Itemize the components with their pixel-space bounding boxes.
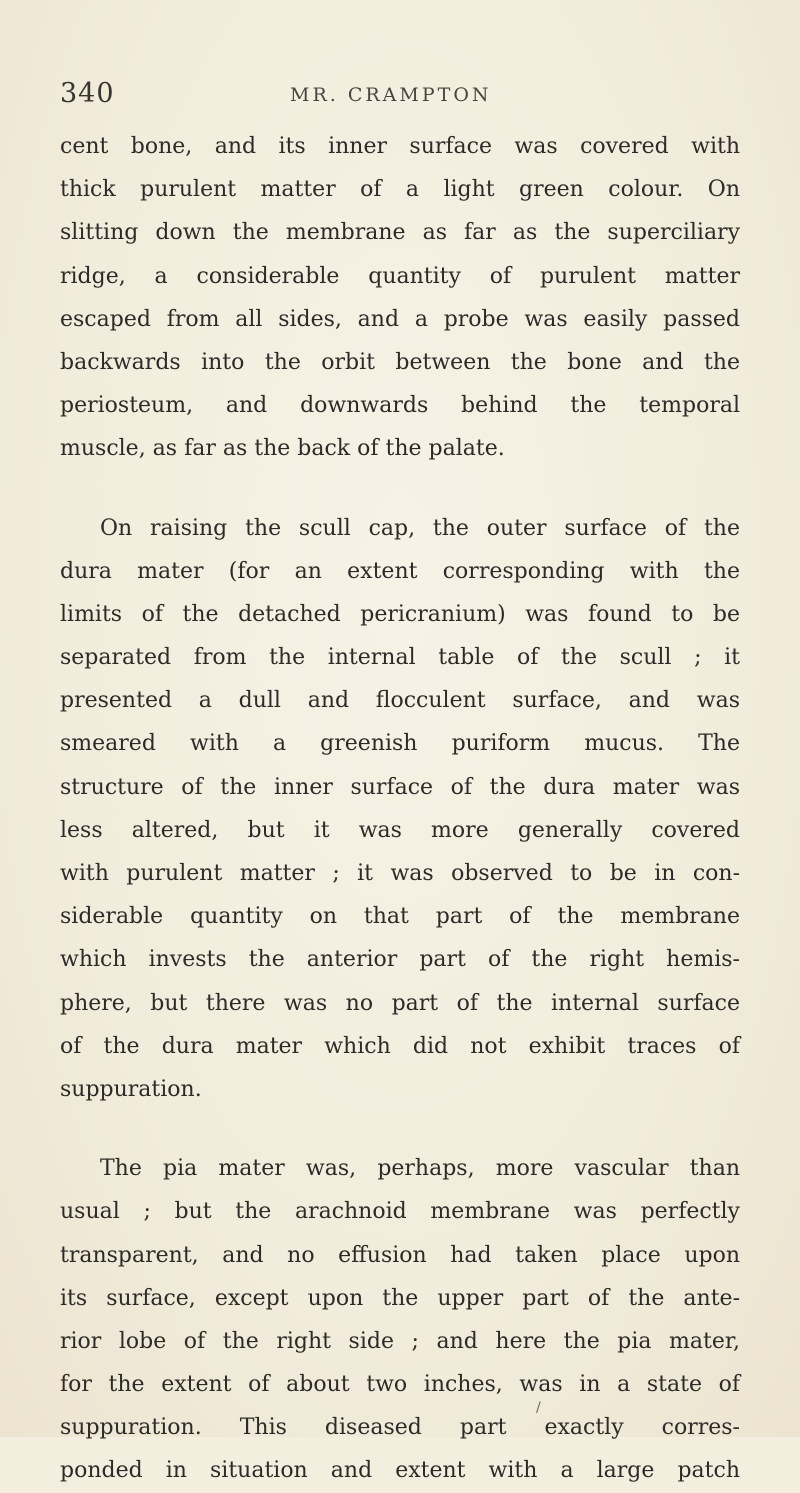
text-line: transparent, and no effusion had taken place upon — [60, 1242, 740, 1268]
paragraph-gap — [60, 471, 740, 507]
paragraph-2 — [60, 507, 740, 1112]
paragraph-3 — [60, 1147, 740, 1493]
text-line: ridge, a considerable quantity of purulent matter — [60, 263, 740, 289]
body-text — [60, 125, 740, 1493]
text-line: its surface, except upon the upper part of the ante- — [60, 1285, 740, 1311]
text-line: structure of the inner surface of the dura mater was — [60, 774, 740, 800]
text-line: thick purulent matter of a light green colour. On — [60, 177, 740, 203]
text-line: dura mater (for an extent corresponding with the — [60, 558, 740, 584]
text-line: The pia mater was, perhaps, more vascular than — [100, 1156, 740, 1182]
text-line: for the extent of about two inches, was in a state of — [60, 1372, 740, 1398]
text-line: of the dura mater which did not exhibit traces of — [60, 1033, 740, 1059]
text-line: less altered, but it was more generally covered — [60, 817, 740, 843]
text-line: phere, but there was no part of the internal surface — [60, 990, 740, 1016]
page-header — [0, 78, 800, 118]
text-line: suppuration. This diseased part exactly corres- — [60, 1415, 740, 1441]
paragraph-1 — [60, 125, 740, 471]
text-line: usual ; but the arachnoid membrane was perfectly — [60, 1199, 740, 1225]
page-number: 340 — [60, 78, 115, 109]
text-line: siderable quantity on that part of the membrane — [60, 904, 740, 930]
text-line: limits of the detached pericranium) was found to be — [60, 601, 740, 627]
text-line: slitting down the membrane as far as the superciliary — [60, 220, 740, 246]
text-line: suppuration. — [60, 1076, 202, 1102]
text-line: which invests the anterior part of the right hemis- — [60, 947, 740, 973]
text-line: with purulent matter ; it was observed to be in con- — [60, 861, 740, 886]
text-line: smeared with a greenish puriform mucus. The — [60, 731, 740, 757]
text-line: periosteum, and downwards behind the temporal — [60, 393, 740, 419]
text-line: presented a dull and flocculent surface, and was — [60, 688, 740, 714]
print-mark: / — [536, 1400, 541, 1416]
paragraph-gap — [60, 1111, 740, 1147]
text-line: muscle, as far as the back of the palate. — [60, 436, 505, 462]
running-head: MR. CRAMPTON — [290, 84, 492, 106]
text-line: cent bone, and its inner surface was covered with — [60, 134, 740, 159]
text-line: rior lobe of the right side ; and here the pia mater, — [60, 1328, 740, 1354]
text-line: backwards into the orbit between the bone and the — [60, 349, 740, 375]
text-line: On raising the scull cap, the outer surface of the — [100, 515, 740, 541]
text-line: escaped from all sides, and a probe was easily passed — [60, 306, 740, 332]
text-line: ponded in situation and extent with a large patch — [60, 1458, 740, 1484]
text-line: separated from the internal table of the scull ; it — [60, 645, 740, 671]
